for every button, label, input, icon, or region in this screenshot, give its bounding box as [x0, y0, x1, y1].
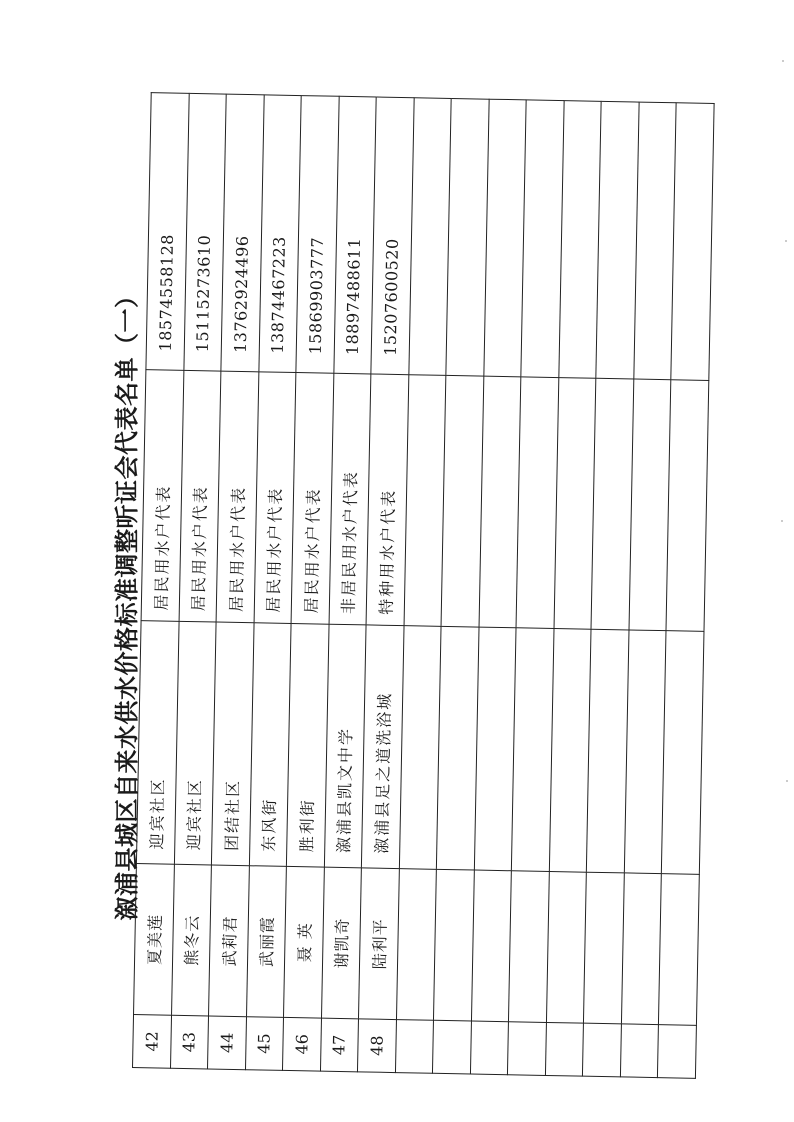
representative-unit — [436, 626, 478, 870]
row-number: 42 — [133, 1015, 172, 1069]
representative-unit — [511, 628, 553, 872]
representative-category: 居民用水户代表 — [291, 373, 333, 625]
row-number — [395, 1020, 434, 1074]
representative-name: 聂 英 — [283, 866, 323, 1018]
representative-name — [583, 872, 623, 1024]
representative-category: 居民用水户代表 — [254, 372, 296, 624]
representative-name — [658, 874, 698, 1026]
representative-name — [621, 873, 661, 1025]
representative-category — [629, 379, 671, 631]
row-number: 46 — [282, 1017, 321, 1071]
representative-name — [546, 871, 586, 1023]
representative-unit — [661, 631, 703, 875]
row-number: 45 — [245, 1017, 284, 1071]
representative-unit — [586, 629, 628, 873]
representative-unit: 团结社区 — [211, 622, 253, 866]
representative-unit — [474, 627, 516, 871]
scan-speck — [786, 780, 788, 782]
phone-number — [446, 98, 489, 376]
representative-name: 谢凯奇 — [321, 867, 361, 1019]
row-number — [620, 1024, 659, 1078]
representative-category — [516, 377, 558, 629]
representative-category: 特种用水户代表 — [366, 374, 408, 626]
phone-number: 15207600520 — [371, 97, 414, 375]
representative-category: 居民用水户代表 — [216, 371, 258, 623]
row-number — [657, 1025, 696, 1079]
row-number — [507, 1022, 546, 1076]
phone-number — [596, 101, 639, 379]
scan-speck — [782, 60, 784, 62]
row-number — [432, 1020, 471, 1074]
phone-number — [483, 99, 526, 377]
representative-category — [591, 378, 633, 630]
phone-number — [671, 103, 714, 381]
row-number — [545, 1022, 584, 1076]
row-number: 48 — [357, 1019, 396, 1073]
representative-name: 夏美莲 — [134, 864, 174, 1016]
representative-category — [479, 376, 521, 628]
document-title: 溆浦县城区自来水供水价格标准调整听证会代表名单（一） — [113, 283, 141, 921]
row-number: 44 — [207, 1016, 246, 1070]
representative-table — [132, 92, 714, 1079]
representative-category: 非居民用水户代表 — [329, 373, 371, 625]
table-body — [133, 93, 714, 1079]
phone-number: 15869903777 — [296, 96, 339, 374]
representative-name — [396, 869, 436, 1021]
phone-number — [408, 98, 451, 376]
representative-category — [441, 375, 483, 627]
scan-speck — [785, 240, 787, 242]
representative-unit: 溆浦县凯文中学 — [324, 624, 366, 868]
representative-unit — [399, 626, 441, 870]
phone-number: 15115273610 — [183, 93, 226, 371]
scan-speck — [781, 520, 783, 522]
phone-number: 18574558128 — [146, 93, 189, 371]
representative-unit: 胜利街 — [286, 623, 328, 867]
representative-name — [433, 869, 473, 1021]
row-number — [470, 1021, 509, 1075]
representative-category — [666, 380, 708, 632]
representative-unit: 东风街 — [249, 623, 291, 867]
representative-unit: 迎宾社区 — [174, 621, 216, 865]
representative-table-wrapper — [132, 140, 712, 1079]
row-number: 43 — [170, 1015, 209, 1069]
representative-name: 熊冬云 — [171, 864, 211, 1016]
representative-name: 武莉君 — [209, 865, 249, 1017]
phone-number: 13762924496 — [221, 94, 264, 372]
phone-number — [633, 102, 676, 380]
phone-number — [521, 100, 564, 378]
representative-unit — [624, 630, 666, 874]
representative-category — [404, 375, 446, 627]
phone-number: 18897488611 — [333, 96, 376, 374]
representative-name — [471, 870, 511, 1022]
representative-unit: 迎宾社区 — [136, 621, 178, 865]
phone-number: 13874467223 — [258, 95, 301, 373]
representative-unit: 溆浦县足之道洗浴城 — [361, 625, 403, 869]
row-number: 47 — [320, 1018, 359, 1072]
row-number — [582, 1023, 621, 1077]
representative-category — [554, 378, 596, 630]
representative-category: 居民用水户代表 — [179, 370, 221, 622]
representative-category: 居民用水户代表 — [141, 370, 183, 622]
representative-name — [508, 871, 548, 1023]
representative-name: 武丽霞 — [246, 866, 286, 1018]
representative-name: 陆利平 — [358, 868, 398, 1020]
phone-number — [558, 101, 601, 379]
representative-unit — [549, 629, 591, 873]
